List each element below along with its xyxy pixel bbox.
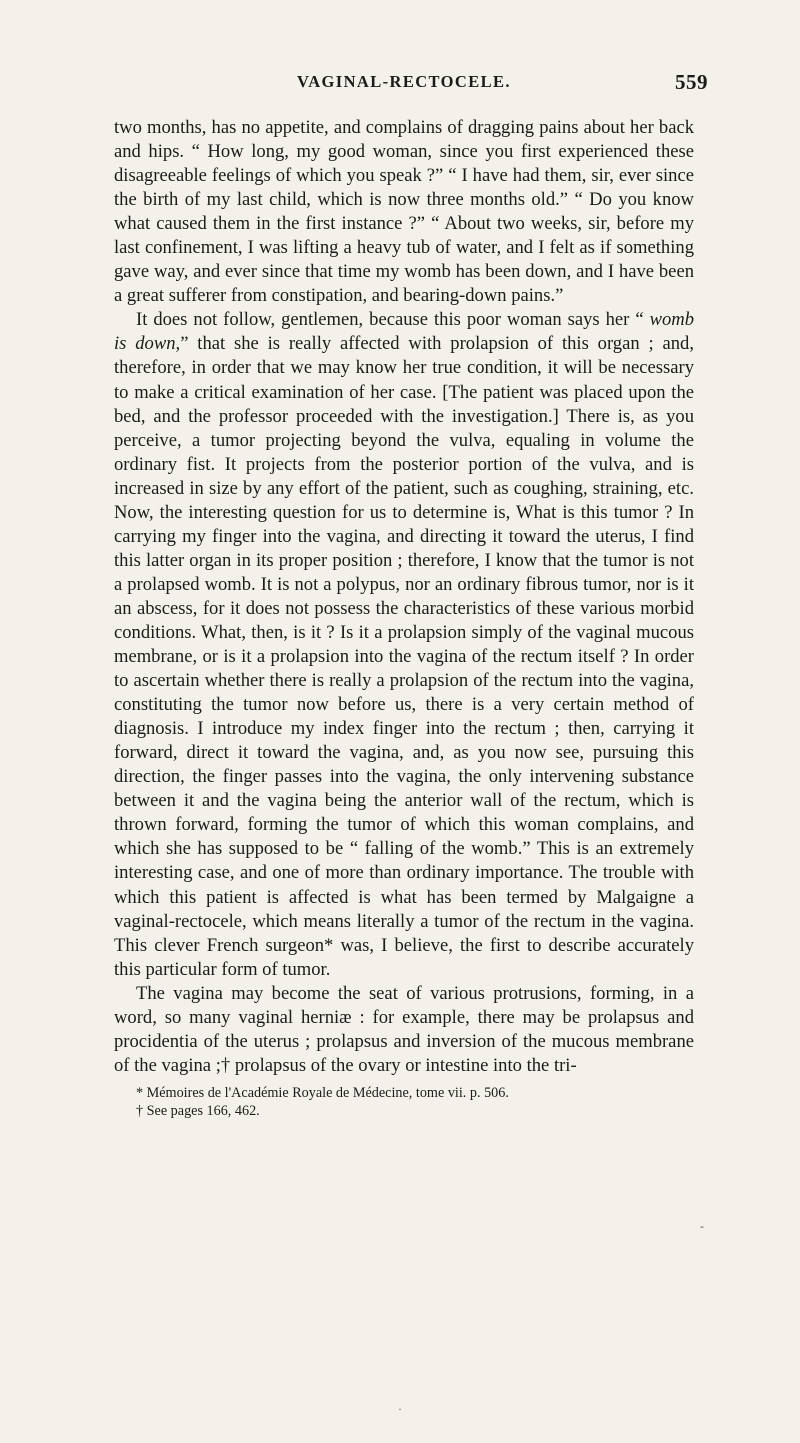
paragraph-1-text: two months, has no appetite, and complains of dragging pains about her back and hips. “ How long, my good woman, since you first experienced these disagreeable feelings of which you speak ?” “ I have had them, sir, ever since the birth of my last child, which is now three months old.” “ Do you know what caused them in the first instance ?” “ About two weeks, sir, before my last confinement, I was lifting a heavy tub of water, and I felt as if something gave way, and ever since that time my womb has been down, and I have been a great sufferer from constipation, and bearing-down pains.”: [114, 117, 694, 307]
paragraph-2: [114, 308, 694, 981]
body-text: [114, 116, 694, 1078]
running-title: VAGINAL-RECTOCELE.: [297, 72, 511, 91]
footnotes: [114, 1084, 694, 1120]
margin-speck: -: [700, 1219, 704, 1233]
running-head: [114, 70, 708, 116]
paragraph-3-text: The vagina may become the seat of various protrusions, forming, in a word, so many vaginal herniæ : for example, there may be prolapsus and procidentia of the uterus ; prolapsus and inversion of the mucous membrane of the vagina ;† prolapsus of the ovary or intestine into the tri-: [114, 982, 694, 1076]
footnote-1: * Mémoires de l'Académie Royale de Médecine, tome vii. p. 506.: [136, 1084, 509, 1101]
page-number: 559: [675, 70, 708, 94]
paragraph-3: [114, 982, 694, 1078]
bottom-speck: ·: [398, 1402, 402, 1416]
paragraph-2-text-start: It does not follow, gentlemen, because this poor woman says her “: [136, 309, 650, 331]
paragraph-1: [114, 116, 694, 308]
paragraph-2-italic-quote: womb is down,: [114, 309, 694, 355]
book-page: [0, 72, 800, 1443]
paragraph-2-text-rest: ” that she is really affected with prolapsion of this organ ; and, therefore, in order that we may know her true condition, it will be necessary to make a critical examination of her case. [The patient was placed upon the bed, and the professor proceeded with the investigation.] There is, as you perceive, a tumor projecting beyond the vulva, equaling in volume the ordinary fist. It projects from the posterior portion of the vulva, and is increased in size by any effort of the patient, such as coughing, straining, etc. Now, the interesting question for us to determine is, What is this tumor ? In carrying my finger into the vagina, and directing it toward the uterus, I find this latter organ in its proper position ; therefore, I know that the tumor is not a prolapsed womb. It is not a polypus, nor an ordinary fibrous tumor, nor is it an abscess, for it does not possess the characteristics of these various morbid conditions. What, then, is it ? Is it a prolapsion simply of the vaginal mucous membrane, or is it a prolapsion into the vagina of the rectum itself ? In order to ascertain whether there is really a prolapsion of the rectum into the vagina, constituting the tumor now before us, there is a very certain method of diagnosis. I introduce my index finger into the rectum ; then, carrying it forward, direct it toward the vagina, and, as you now see, pursuing this direction, the finger passes into the vagina, the only intervening substance between it and the vagina being the anterior wall of the rectum, which is thrown forward, forming the tumor of which this woman complains, and which she has supposed to be “ falling of the womb.” This is an extremely interesting case, and one of more than ordinary importance. The trouble with which this patient is affected is what has been termed by Malgaigne a vaginal-rectocele, which means literally a tumor of the rectum in the vagina. This clever French surgeon* was, I believe, the first to describe accurately this particular form of tumor.: [114, 333, 694, 980]
footnote-2: † See pages 166, 462.: [136, 1102, 260, 1119]
